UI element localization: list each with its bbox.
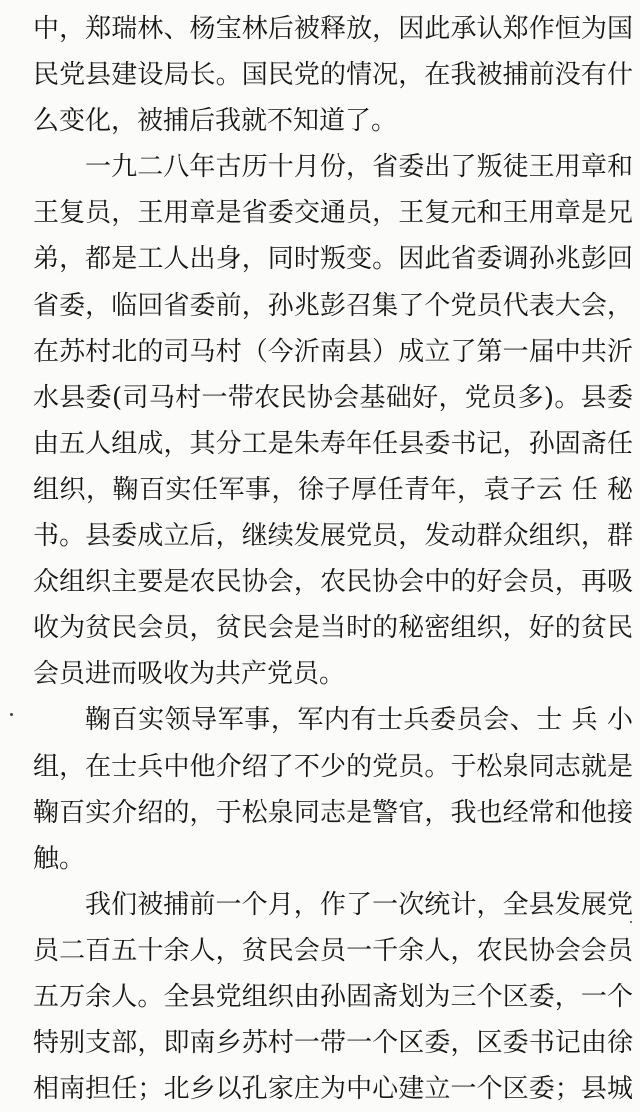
- text-line: 众组织主要是农民协会，农民协会中的好会员，再吸: [33, 567, 633, 598]
- text-line: 收为贫民会员，贫民会是当时的秘密组织，好的贫民: [33, 613, 633, 644]
- paragraph-3: [33, 697, 633, 881]
- text-line: 鞠百实介绍的，于松泉同志是警官，我也经常和他接: [33, 797, 633, 828]
- text-line: 特别支部，即南乡苏村一带一个区委，区委书记由徐: [33, 1028, 633, 1059]
- text-line: 省委，临回省委前，孙兆彭召集了个党员代表大会，: [33, 290, 633, 321]
- text-line: 鞠百实领导军事，军内有士兵委员会、士 兵 小: [85, 705, 633, 736]
- text-line: 触。: [33, 843, 86, 874]
- text-line: 中，郑瑞林、杨宝林后被释放，因此承认郑作恒为国: [33, 14, 633, 44]
- text-line: 书。县委成立后，继续发展党员，发动群众组织，群: [33, 521, 633, 552]
- text-line: 员二百五十余人，贫民会员一千余人，农民协会会员: [33, 935, 633, 966]
- text-line: 组织，鞠百实任军事，徐子厚任青年，袁子云 任 秘: [33, 474, 633, 505]
- paragraph-1: [33, 6, 633, 144]
- paragraph-2: [33, 144, 633, 697]
- scan-speck: [10, 713, 13, 716]
- text-line: 会员进而吸收为共产党员。: [33, 659, 346, 690]
- text-line: 水县委(司马村一带农民协会基础好，党员多)。县委: [33, 382, 633, 413]
- scan-speck: [630, 921, 632, 923]
- paragraph-4: [33, 882, 633, 1112]
- text-column: [33, 6, 633, 1112]
- text-line: 一九二八年古历十月份，省委出了叛徒王用章和: [85, 152, 633, 183]
- text-line: 由五人组成，其分工是朱寿年任县委书记，孙固斋任: [33, 428, 633, 459]
- text-line: 相南担任；北乡以孔家庄为中心建立一个区委；县城: [33, 1074, 633, 1105]
- text-line: 么变化，被捕后我就不知道了。: [33, 106, 398, 137]
- text-line: 我们被捕前一个月，作了一次统计，全县发展党: [85, 889, 633, 920]
- text-line: 弟，都是工人出身，同时叛变。因此省委调孙兆彭回: [33, 244, 633, 275]
- text-line: 王复员，王用章是省委交通员，王复元和王用章是兄: [33, 198, 633, 229]
- text-line: 在苏村北的司马村（今沂南县）成立了第一届中共沂: [33, 336, 633, 367]
- text-line: 民党县建设局长。国民党的情况，在我被捕前没有什: [33, 60, 633, 91]
- text-line: 组，在士兵中他介绍了不少的党员。于松泉同志就是: [33, 751, 633, 782]
- text-line: 五万余人。全县党组织由孙固斋划为三个区委，一个: [33, 981, 633, 1012]
